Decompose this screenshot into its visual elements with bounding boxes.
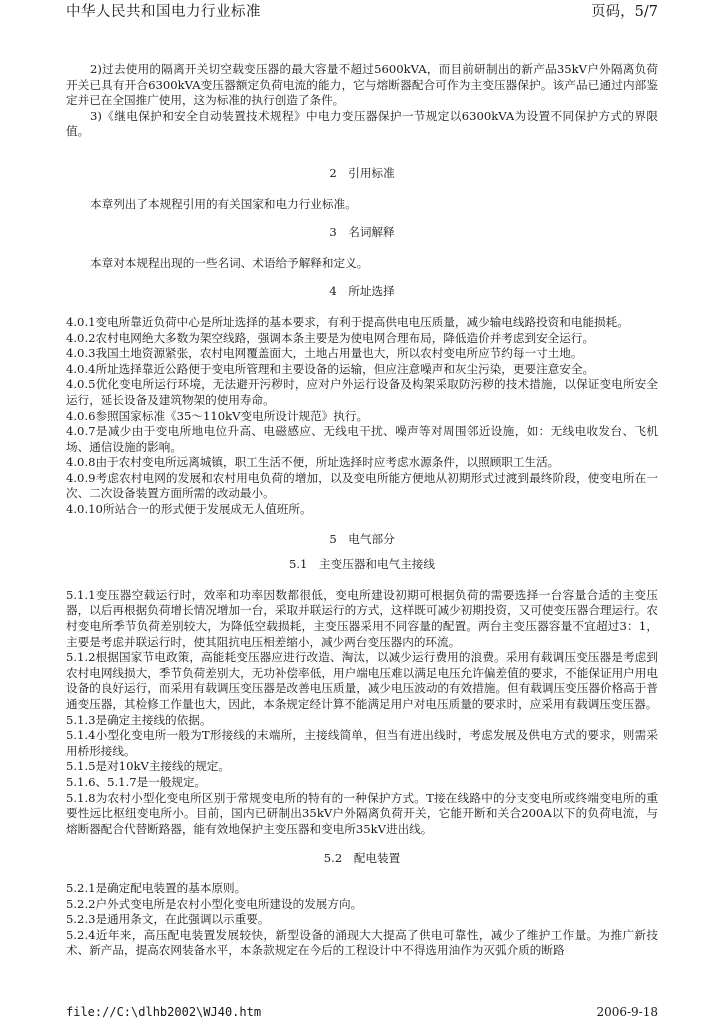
clause-4-0-3: 4.0.3我国土地资源紧张，农村电网覆盖面大，土地占用量也大，所以农村变电所应节约每一寸土地。 (66, 346, 583, 361)
clause-4-0-7: 4.0.7是减少由于变电所地电位升高、电磁感应、无线电干扰、噪声等对周围邻近设施，如：无线电收发台、飞机场、通信设施的影响。 (66, 424, 658, 454)
page-number: 页码，5/7 (591, 4, 658, 20)
clause-5-1-8: 5.1.8为农村小型化变电所区别于常规变电所的特有的一种保护方式。T接在线路中的分支变电所或终端变电所的重要性远比枢纽变电所小。目前，国内已研制出35kV户外隔离负荷开关，它能开断和关合200A以下的负荷电流，与熔断器配合代替断路器，能有效地保护主变压器和变电所35kV进出线。 (66, 790, 658, 836)
footer-file-path: file://C:\dlhb2002\WJ40.htm (66, 1005, 262, 1019)
section-heading-5: 5 电气部分 (329, 531, 395, 546)
clause-5-2-4: 5.2.4近年来，高压配电装置发展较快，新型设备的涌现大大提高了供电可靠性，减少了维护工作量。为推广新技术、新产品，提高农网装备水平，本条款规定在今后的工程设计中不得选用油作为灭弧介质的断路 (66, 927, 658, 958)
clause-5-1-3: 5.1.3是确定主接线的依据。 (66, 712, 212, 727)
intro-paragraph-2: 2)过去使用的隔离开关切空载变压器的最大容量不超过5600kVA，而目前研制出的新产品35kV户外隔离负荷开关已具有开合6300kVA变压器额定负荷电流的能力，它与熔断器配合可作为主变压器保护。该产品已通过内部鉴定并已在全国推广使用，这为标准的执行创造了条件。 (66, 62, 658, 108)
clause-4-0-1: 4.0.1变电所靠近负荷中心是所址选择的基本要求，有利于提高供电电压质量，减少输电线路投资和电能损耗。 (66, 314, 629, 329)
section-2-text: 本章列出了本规程引用的有关国家和电力行业标准。 (90, 196, 357, 211)
clause-4-0-8: 4.0.8由于农村变电所远离城镇，职工生活不便，所址选择时应考虑水源条件，以照顾职工生活。 (66, 455, 560, 470)
section-3-text: 本章对本规程出现的一些名词、术语给予解释和定义。 (90, 255, 369, 270)
header-title: 中华人民共和国电力行业标准 (66, 4, 261, 20)
clause-4-0-4: 4.0.4所址选择靠近公路便于变电所管理和主要设备的运输，但应注意噪声和灰尘污染，更要注意安全。 (66, 361, 595, 376)
section-heading-2: 2 引用标准 (329, 165, 395, 180)
clause-5-1-1: 5.1.1变压器空载运行时，效率和功率因数都很低，变电所建设初期可根据负荷的需要选择一台容量合适的主变压器，以后再根据负荷增长情况增加一台，采取并联运行的方式，这样既可减少初期投资，又可使变压器合理运行。农村变电所季节负荷差别较大，为降低空载损耗，主变压器采用不同容量的配置。两台主变压器容量不宜超过3：1，主要是考虑并联运行时，使其阻抗电压相差缩小，减少两台变压器内的环流。 (66, 587, 658, 649)
clause-5-2-1: 5.2.1是确定配电装置的基本原则。 (66, 880, 247, 895)
clause-5-1-2: 5.1.2根据国家节电政策，高能耗变压器应进行改造、淘汰，以减少运行费用的浪费。采用有载调压变压器是考虑到农村电网线损大，季节负荷差别大，无功补偿率低，用户端电压难以满足电压允许偏差值的要求，不能保证用户用电设备的良好运行，而采用有载调压变压器是改善电压质量，减少电压波动的有效措施。但有载调压变压器价格高于普通变压器，其检修工作量也大，因此，本条规定经计算不能满足用户对电压质量的要求时，应采用有载调压变压器。 (66, 650, 658, 711)
clause-5-2-3: 5.2.3是通用条文，在此强调以示重要。 (66, 912, 270, 927)
subsection-heading-5-1: 5.1 主变压器和电气主接线 (289, 557, 435, 572)
clause-5-1-4: 5.1.4小型化变电所一般为T形接线的末端所，主接线简单，但当有进出线时，考虑发展及供电方式的要求，则需采用桥形接线。 (66, 728, 658, 758)
footer-date: 2006-9-18 (596, 1005, 658, 1019)
clause-5-2-2: 5.2.2户外式变电所是农村小型化变电所建设的发展方向。 (66, 896, 363, 911)
clause-5-1-6-7: 5.1.6、5.1.7是一般规定。 (66, 774, 207, 789)
section-heading-3: 3 名词解释 (329, 225, 395, 240)
subsection-heading-5-2: 5.2 配电装置 (323, 851, 401, 866)
clause-4-0-9: 4.0.9考虑农村电网的发展和农村用电负荷的增加，以及变电所能方便地从初期形式过渡到最终阶段，使变电所在一次、二次设备装置方面所需的改动最小。 (66, 470, 658, 501)
clause-4-0-5: 4.0.5优化变电所运行环境，无法避开污秽时，应对户外运行设备及构架采取防污秽的技术措施，以保证变电所安全运行，延长设备及建筑物架的使用寿命。 (66, 377, 658, 407)
clause-4-0-6: 4.0.6参照国家标准《35～110kV变电所设计规范》执行。 (66, 408, 369, 423)
clause-5-1-5: 5.1.5是对10kV主接线的规定。 (66, 759, 230, 774)
clause-4-0-2: 4.0.2农村电网绝大多数为架空线路，强调本条主要是为使电网合理布局，降低造价并考虑到安全运行。 (66, 330, 595, 345)
clause-4-0-10: 4.0.10所站合一的形式便于发展成无人值班所。 (66, 502, 312, 517)
section-heading-4: 4 所址选择 (329, 284, 395, 299)
document-body (66, 62, 658, 959)
intro-paragraph-3: 3)《继电保护和安全自动装置技术规程》中电力变压器保护一节规定以6300kVA为设置不同保护方式的界限值。 (66, 108, 658, 139)
